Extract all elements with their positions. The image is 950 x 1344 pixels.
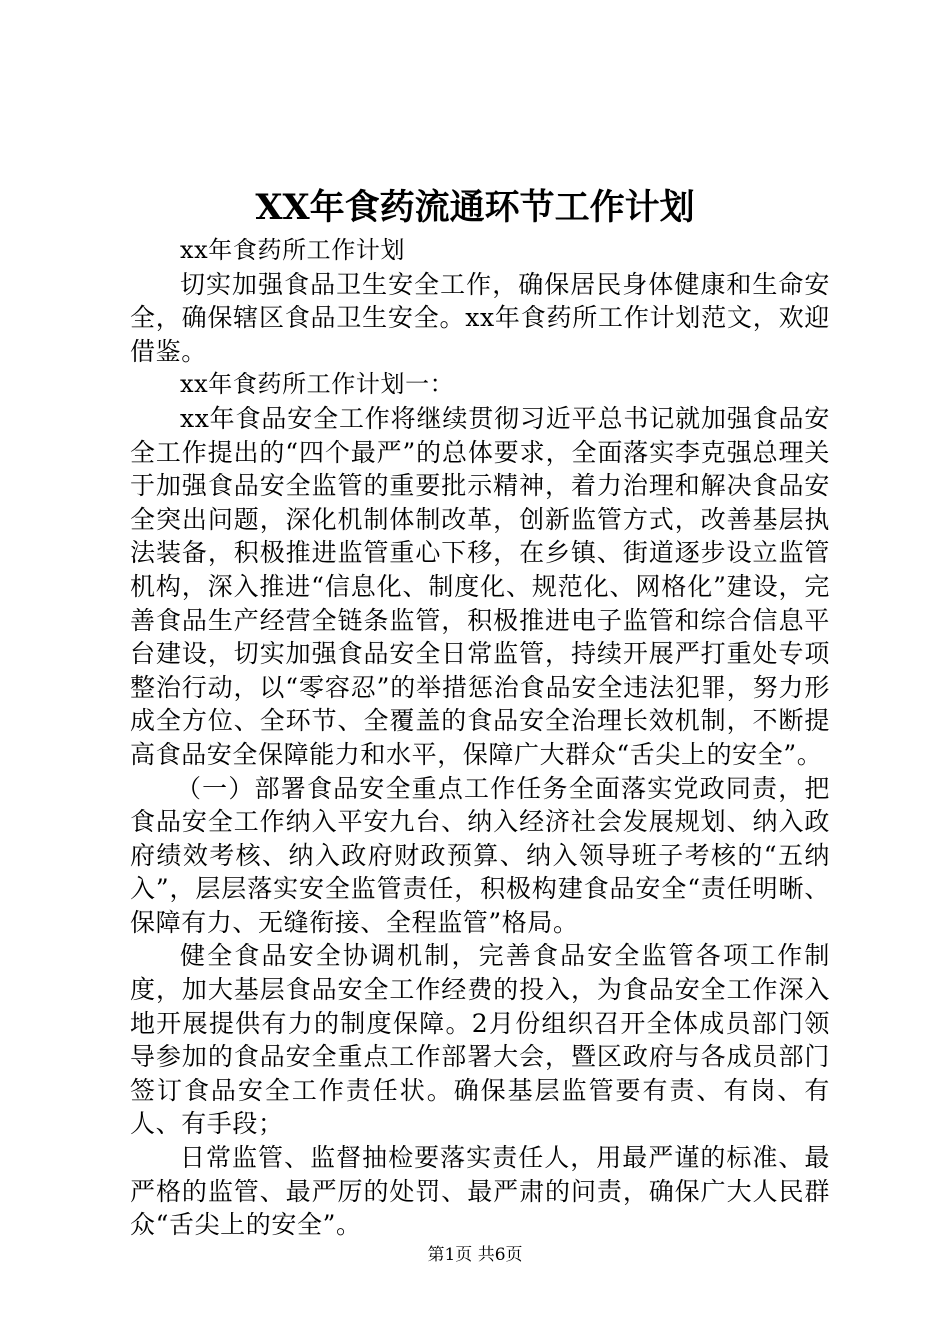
document-body	[130, 234, 830, 1242]
document-title: XX年食药流通环节工作计划	[255, 187, 695, 228]
supervision-paragraph: 日常监管、监督抽检要落实责任人，用最严谨的标准、最严格的监管、最严厉的处罚、最严肃的问责，确保广大人民群众“舌尖上的安全”。	[130, 1143, 830, 1240]
subtitle-paragraph: xx年食药所工作计划	[180, 236, 406, 264]
plan-heading-paragraph: xx年食药所工作计划一：	[180, 370, 455, 399]
coordination-paragraph: 健全食品安全协调机制，完善食品安全监管各项工作制度，加大基层食品安全工作经费的投入，为食品安全工作深入地开展提供有力的制度保障。2月份组织召开全体成员部门领导参加的食品安全重点工作部署大会，暨区政府与各成员部门签订食品安全工作责任状。确保基层监管要有责、有岗、有人、有手段；	[130, 941, 830, 1139]
section-one-paragraph: （一）部署食品安全重点工作任务全面落实党政同责，把食品安全工作纳入平安九台、纳入经济社会发展规划、纳入政府绩效考核、纳入政府财政预算、纳入领导班子考核的“五纳入”，层层落实安全监管责任，积极构建食品安全“责任明晰、保障有力、无缝衔接、全程监管”格局。	[130, 773, 830, 937]
overview-paragraph: xx年食品安全工作将继续贯彻习近平总书记就加强食品安全工作提出的“四个最严”的总体要求，全面落实李克强总理关于加强食品安全监管的重要批示精神，着力治理和解决食品安全突出问题，深化机制体制改革，创新监管方式，改善基层执法装备，积极推进监管重心下移，在乡镇、街道逐步设立监管机构，深入推进“信息化、制度化、规范化、网格化”建设，完善食品生产经营全链条监管，积极推进电子监管和综合信息平台建设，切实加强食品安全日常监管，持续开展严打重处专项整治行动，以“零容忍”的举措惩治食品安全违法犯罪，努力形成全方位、全环节、全覆盖的食品安全治理长效机制，不断提高食品安全保障能力和水平，保障广大群众“舌尖上的安全”。	[130, 403, 830, 769]
intro-paragraph: 切实加强食品卫生安全工作，确保居民身体健康和生命安全，确保辖区食品卫生安全。xx年食药所工作计划范文，欢迎借鉴。	[130, 269, 830, 366]
page-footer: 第1页 共6页	[427, 1245, 523, 1265]
